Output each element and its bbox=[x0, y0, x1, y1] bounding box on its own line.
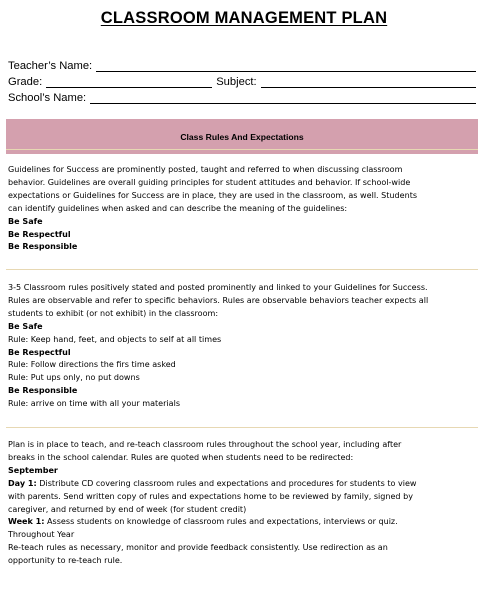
paragraph-line: Plan is in place to teach, and re-teach classroom rules throughout the school year, including after bbox=[8, 440, 402, 449]
guideline-heading: Be Safe bbox=[8, 216, 43, 226]
timeline-item: Day 1: Distribute CD covering classroom rules and expectations and procedures for students to view bbox=[8, 478, 417, 488]
page-title: CLASSROOM MANAGEMENT PLAN bbox=[100, 9, 388, 27]
rules-block bbox=[8, 282, 470, 411]
grade-label: Grade: bbox=[8, 76, 43, 88]
guideline-heading: Be Responsible bbox=[8, 386, 78, 396]
rule-line: Rule: Follow directions the firs time asked bbox=[8, 360, 176, 370]
paragraph-line: breaks in the school calendar. Rules are quoted when students need to be redirected: bbox=[8, 452, 354, 462]
paragraph-line: Guidelines for Success are prominently posted, taught and referred to when discussing classroom bbox=[8, 165, 403, 174]
guideline-heading: Be Respectful bbox=[8, 229, 71, 239]
guidelines-block bbox=[8, 164, 470, 254]
subject-line[interactable] bbox=[261, 77, 476, 88]
paragraph-line: with parents. Send written copy of rules and expectations home to be reviewed by family, signed by bbox=[8, 491, 413, 501]
paragraph-line: expectations or Guidelines for Success are in place, they are used in the classroom, as well. Students bbox=[8, 190, 418, 200]
paragraph-line: caregiver, and returned by end of week (for student credit) bbox=[8, 504, 247, 514]
paragraph-line: students to exhibit (or not exhibit) in the classroom: bbox=[8, 308, 219, 318]
paragraph-line: can identify guidelines when asked and can describe the meaning of the guidelines: bbox=[8, 203, 348, 213]
rule-line: Rule: arrive on time with all your materials bbox=[8, 399, 181, 409]
rule-line: Rule: Keep hand, feet, and objects to self at all times bbox=[8, 334, 222, 344]
timeline-heading: September bbox=[8, 465, 58, 475]
school-name-label: School’s Name: bbox=[8, 92, 87, 104]
paragraph-line: Rules are observable and refer to specific behaviors. Rules are observable behaviors teacher expects all bbox=[8, 295, 429, 305]
grade-line[interactable] bbox=[46, 77, 212, 88]
grade-subject-row bbox=[8, 74, 476, 88]
school-name-line[interactable] bbox=[90, 93, 476, 104]
guideline-heading: Be Safe bbox=[8, 321, 43, 331]
divider bbox=[6, 269, 478, 270]
paragraph-line: Re-teach rules as necessary, monitor and provide feedback consistently. Use redirection as an bbox=[8, 543, 388, 553]
divider bbox=[6, 427, 478, 428]
plan-block bbox=[8, 439, 470, 568]
paragraph-line: opportunity to re-teach rule. bbox=[8, 556, 123, 566]
paragraph-line: 3-5 Classroom rules positively stated and posted prominently and linked to your Guidelines for Success. bbox=[8, 283, 428, 292]
timeline-label: Day 1: bbox=[8, 478, 37, 488]
divider bbox=[6, 149, 478, 150]
guideline-heading: Be Responsible bbox=[8, 242, 78, 252]
teacher-name-label: Teacher’s Name: bbox=[8, 60, 93, 72]
timeline-label: Week 1: bbox=[8, 517, 45, 527]
subject-label: Subject: bbox=[216, 76, 257, 88]
teacher-name-line[interactable] bbox=[96, 61, 476, 72]
timeline-heading: Throughout Year bbox=[8, 530, 75, 540]
teacher-name-row bbox=[8, 58, 476, 72]
timeline-item: Week 1: Assess students on knowledge of classroom rules and expectations, interviews or quiz. bbox=[8, 517, 398, 527]
school-name-row bbox=[8, 90, 476, 104]
paragraph-line: behavior. Guidelines are overall guiding principles for student attitudes and behavior. If school-wide bbox=[8, 177, 411, 187]
rule-line: Rule: Put ups only, no put downs bbox=[8, 373, 140, 383]
section-header-text: Class Rules And Expectations bbox=[180, 131, 304, 142]
guideline-heading: Be Respectful bbox=[8, 347, 71, 357]
